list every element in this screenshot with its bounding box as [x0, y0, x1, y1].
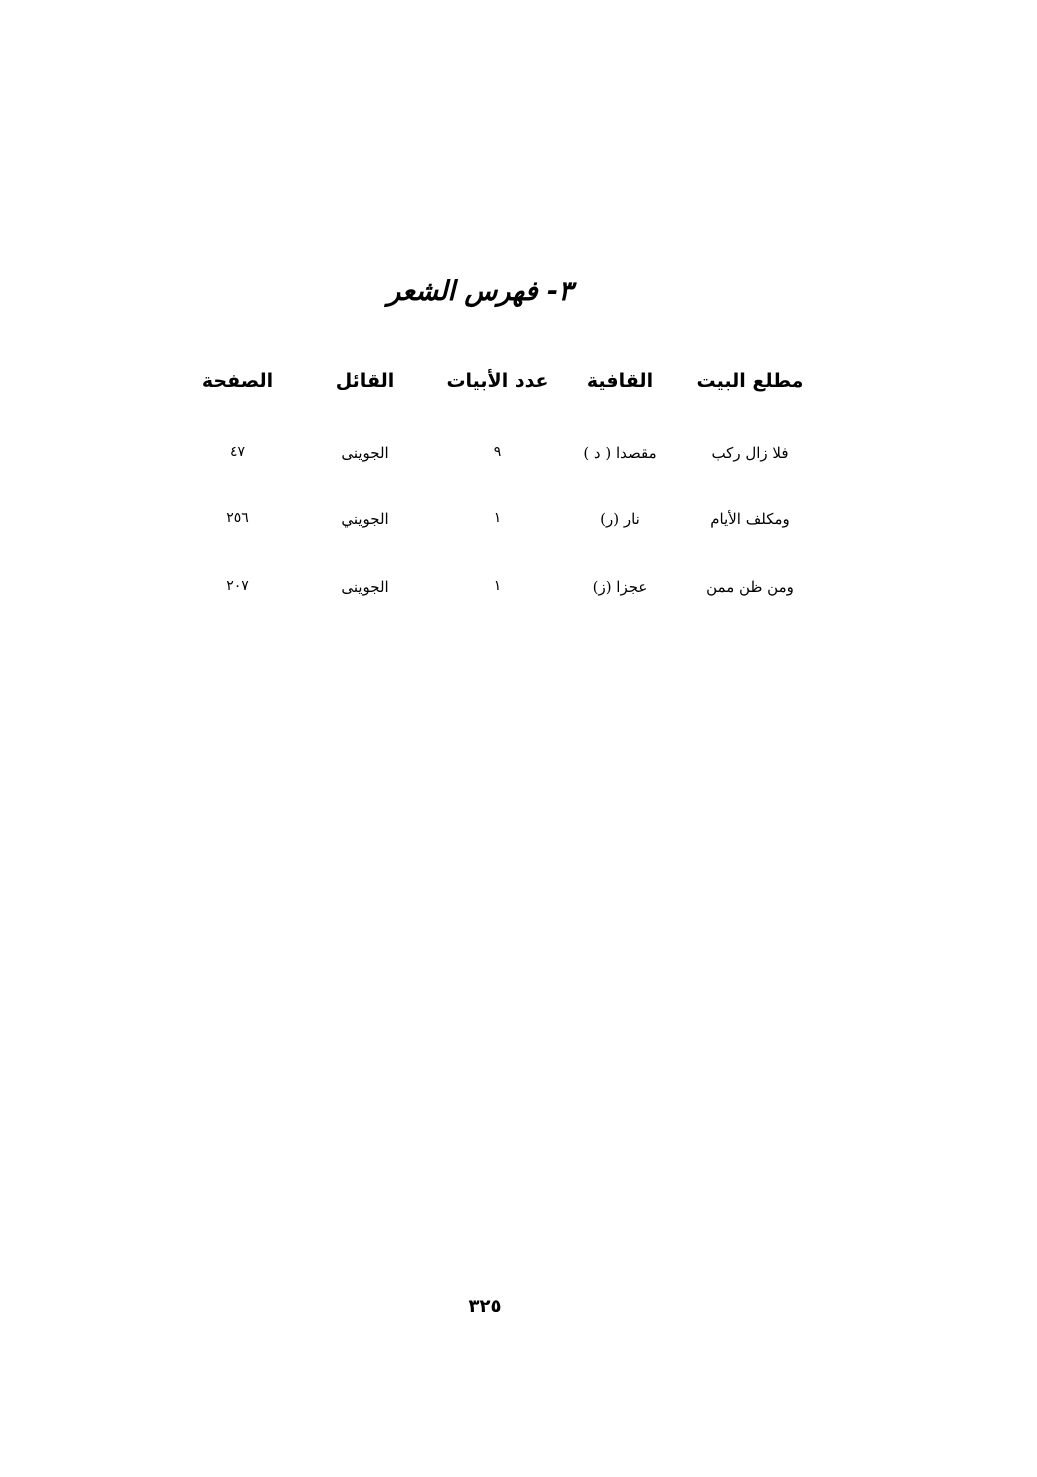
table-cell-rhyme: عجزا (ز)	[592, 578, 648, 596]
table-cell-first-line: ومكلف الأيام	[710, 510, 790, 528]
column-header-page: الصفحة	[201, 370, 274, 392]
table-cell-page: ٤٧	[229, 444, 246, 460]
table-cell-poet: الجوينى	[341, 444, 389, 462]
table-cell-first-line: فلا زال ركب	[711, 444, 789, 462]
page-number: ٣٢٥	[468, 1296, 502, 1317]
column-header-first-line: مطلع البيت	[696, 370, 804, 392]
column-header-rhyme: القافية	[586, 370, 654, 392]
table-cell-verse-count: ١	[493, 510, 502, 526]
table-cell-page: ٢٠٧	[226, 578, 249, 594]
index-title: ٣- فهرس الشعر	[387, 276, 573, 307]
table-cell-rhyme: نار (ر)	[600, 510, 640, 528]
column-header-poet: القائل	[335, 370, 395, 392]
column-header-verse-count: عدد الأبيات	[446, 370, 549, 392]
table-cell-poet: الجويني	[341, 510, 389, 528]
table-cell-poet: الجوينى	[341, 578, 389, 596]
table-cell-rhyme: مقصدا ( د )	[583, 444, 657, 462]
table-cell-page: ٢٥٦	[226, 510, 249, 526]
table-cell-verse-count: ٩	[493, 444, 502, 460]
poetry-index-table	[0, 0, 1037, 700]
table-cell-verse-count: ١	[493, 578, 502, 594]
table-cell-first-line: ومن ظن ممن	[706, 578, 794, 596]
